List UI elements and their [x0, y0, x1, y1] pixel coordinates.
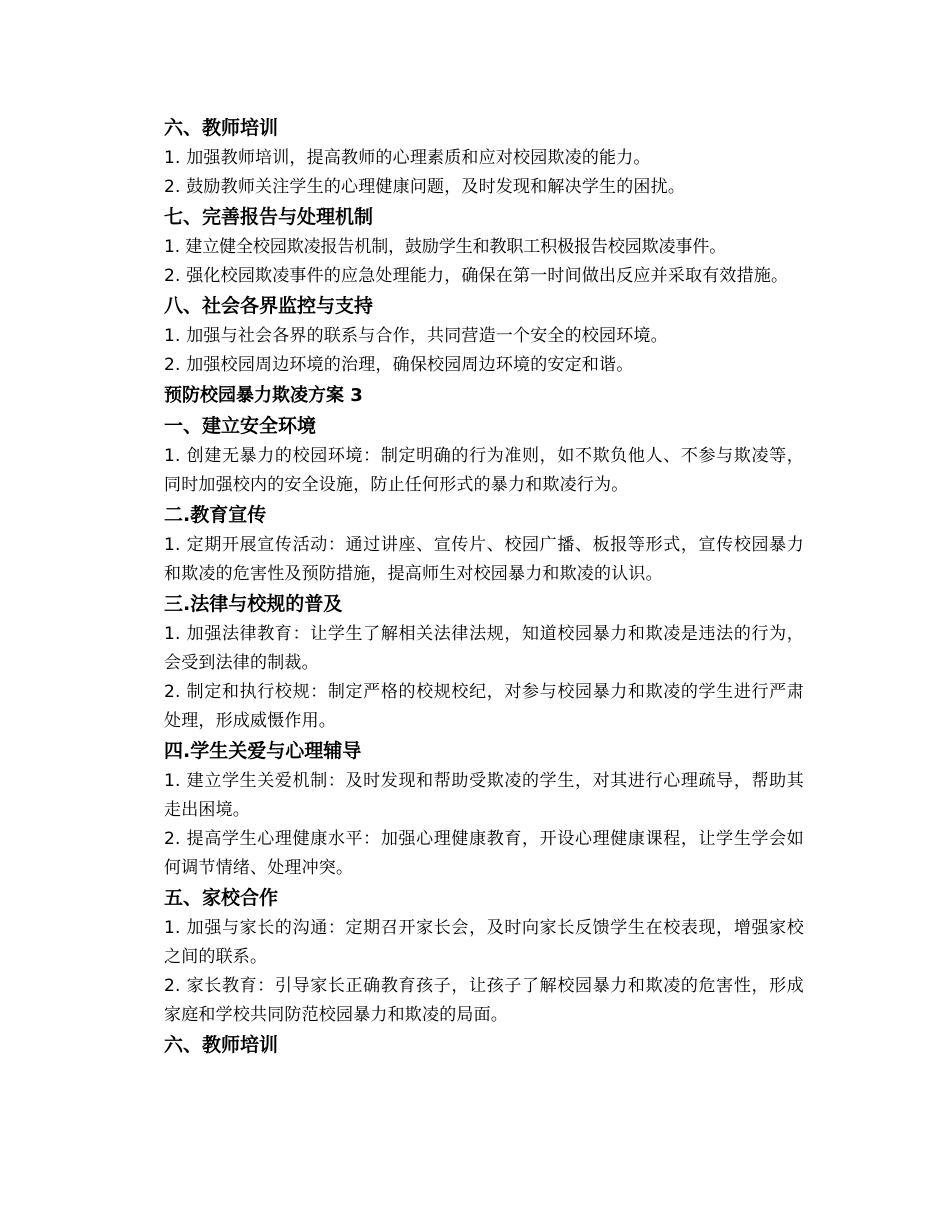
section-heading-home-school: 五、家校合作: [164, 887, 279, 909]
document-body: [164, 113, 804, 1061]
section-heading-teacher-training-2: 六、教师培训: [164, 1034, 279, 1056]
paragraph: 1. 加强与社会各界的联系与合作，共同营造一个安全的校园环境。: [164, 326, 668, 346]
section-heading-education-publicity: 二.教育宣传: [164, 504, 267, 526]
section-heading-report-mechanism: 七、完善报告与处理机制: [164, 206, 374, 228]
paragraph: 2. 加强校园周边环境的治理，确保校园周边环境的安定和谐。: [164, 355, 634, 375]
section-heading-teacher-training: 六、教师培训: [164, 117, 279, 139]
paragraph: 2. 家长教育：引导家长正确教育孩子，让孩子了解校园暴力和欺凌的危害性，形成家庭和学校共同防范校园暴力和欺凌的局面。: [164, 976, 804, 1025]
paragraph: 1. 加强教师培训，提高教师的心理素质和应对校园欺凌的能力。: [164, 148, 651, 168]
paragraph: 1. 加强法律教育：让学生了解相关法律法规，知道校园暴力和欺凌是违法的行为，会受到法律的制裁。: [164, 624, 804, 673]
paragraph: 1. 建立健全校园欺凌报告机制，鼓励学生和教职工积极报告校园欺凌事件。: [164, 237, 727, 257]
paragraph: 2. 提高学生心理健康水平：加强心理健康教育，开设心理健康课程，让学生学会如何调节情绪、处理冲突。: [164, 829, 804, 878]
paragraph: 1. 加强与家长的沟通：定期召开家长会，及时向家长反馈学生在校表现，增强家校之间的联系。: [164, 918, 804, 967]
paragraph: 1. 创建无暴力的校园环境：制定明确的行为准则，如不欺负他人、不参与欺凌等，同时加强校内的安全设施，防止任何形式的暴力和欺凌行为。: [164, 446, 804, 495]
section-heading-safe-environment: 一、建立安全环境: [164, 415, 317, 437]
paragraph: 2. 鼓励教师关注学生的心理健康问题，及时发现和解决学生的困扰。: [164, 177, 686, 197]
plan-title: 预防校园暴力欺凌方案 3: [164, 385, 363, 406]
paragraph: 1. 定期开展宣传活动：通过讲座、宣传片、校园广播、板报等形式，宣传校园暴力和欺凌的危害性及预防措施，提高师生对校园暴力和欺凌的认识。: [164, 535, 804, 584]
paragraph: 1. 建立学生关爱机制：及时发现和帮助受欺凌的学生，对其进行心理疏导，帮助其走出困境。: [164, 771, 804, 820]
paragraph: 2. 强化校园欺凌事件的应急处理能力，确保在第一时间做出反应并采取有效措施。: [164, 266, 789, 286]
paragraph: 2. 制定和执行校规：制定严格的校规校纪，对参与校园暴力和欺凌的学生进行严肃处理，形成威慑作用。: [164, 682, 804, 731]
section-heading-student-care: 四.学生关爱与心理辅导: [164, 740, 362, 762]
section-heading-law-rules: 三.法律与校规的普及: [164, 593, 343, 615]
section-heading-social-support: 八、社会各界监控与支持: [164, 295, 374, 317]
